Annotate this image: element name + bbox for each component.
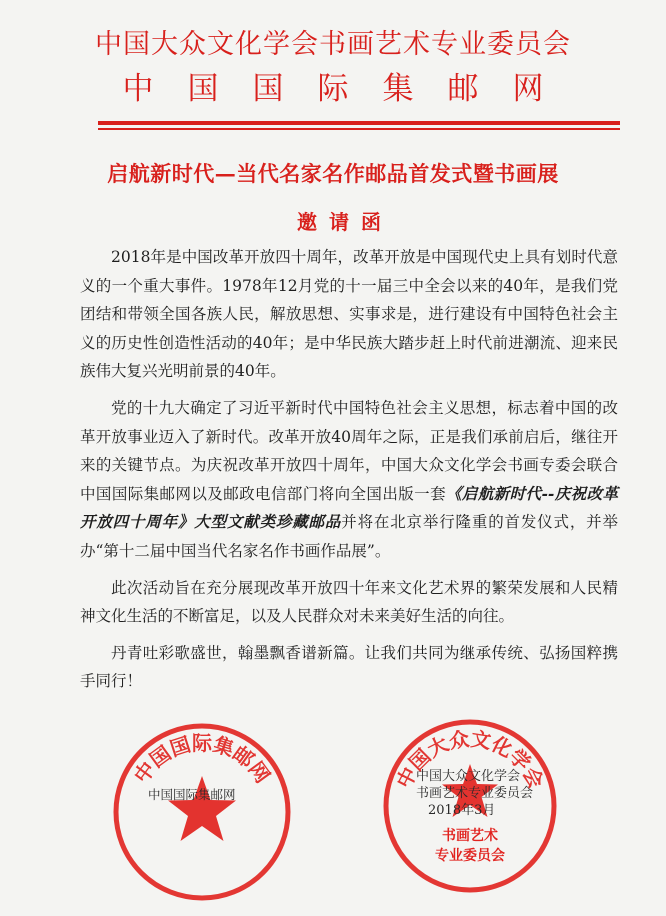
- signature-date: 2018年3月: [428, 803, 496, 818]
- paragraph-1: 2018年是中国改革开放四十周年，改革开放是中国现代史上具有划时代意义的一个重大事件。1978年12月党的十一届三中全会以来的40年，是我们党团结和带领全国各族人民，解放思想、实事求是，进行建设有中国特色社会主义的历史性创造性活动的40年；是中华民族大踏步赶上时代前进潮流、迎来民族伟大复兴光明前景的40年。: [80, 248, 618, 381]
- seal-left: [110, 720, 294, 904]
- letter-body: [80, 243, 618, 704]
- paragraph-4: 丹青吐彩歌盛世，翰墨飘香谱新篇。让我们共同为继承传统、弘扬国粹携手同行！: [80, 643, 618, 691]
- stamp-set-title: 《启航新时代--庆祝改革开放四十周年》: [80, 483, 618, 532]
- event-title: 启航新时代—当代名家名作邮品首发式暨书画展: [107, 161, 559, 186]
- seal-right-inner-line-2: 专业委员会: [435, 848, 505, 864]
- document-title: 邀请函: [297, 210, 393, 234]
- seal-right-inner-line-1: 书画艺术: [442, 828, 498, 844]
- paragraph-2-text-b: 并将在北京举行隆重的首发仪式，并举办“第十二届中国当代名家名作书画作品展”。: [80, 513, 618, 560]
- paragraph-2: [80, 394, 618, 566]
- paragraph-3: 此次活动旨在充分展现改革开放四十年来文化艺术界的繁荣发展和人民精神文化生活的不断富足，以及人民群众对未来美好生活的向往。: [80, 578, 618, 626]
- signature-line-1: 中国大众文化学会: [416, 769, 521, 784]
- signature-block: [416, 768, 616, 819]
- signature-line-2: 书画艺术专业委员会: [416, 786, 534, 801]
- letterhead: [0, 28, 666, 108]
- seal-left-caption: 中国国际集邮网: [148, 787, 236, 802]
- site-name: 中国国际集邮网: [122, 71, 578, 107]
- seal-left-ring-text: 中国国际集邮网: [129, 731, 275, 788]
- seal-right-ring-text: 中国大众文化学会: [391, 726, 549, 793]
- letterhead-rule-thin: [98, 128, 620, 130]
- organization-name: 中国大众文化学会书画艺术专业委员会: [95, 29, 571, 60]
- paragraph-2-text-a: 党的十九大确定了习近平新时代中国特色社会主义思想，标志着中国的改革开放事业迈入了新时代。改革开放40周年之际，正是我们承前启后，继往开来的关键节点。为庆祝改革开放四十周年，中国大众文化学会书画专委会联合中国国际集邮网以及邮政电信部门将向全国出版一套: [80, 398, 618, 503]
- stamp-set-type: 大型文献类珍藏邮品: [194, 512, 342, 532]
- letterhead-rule-thick: [98, 121, 620, 125]
